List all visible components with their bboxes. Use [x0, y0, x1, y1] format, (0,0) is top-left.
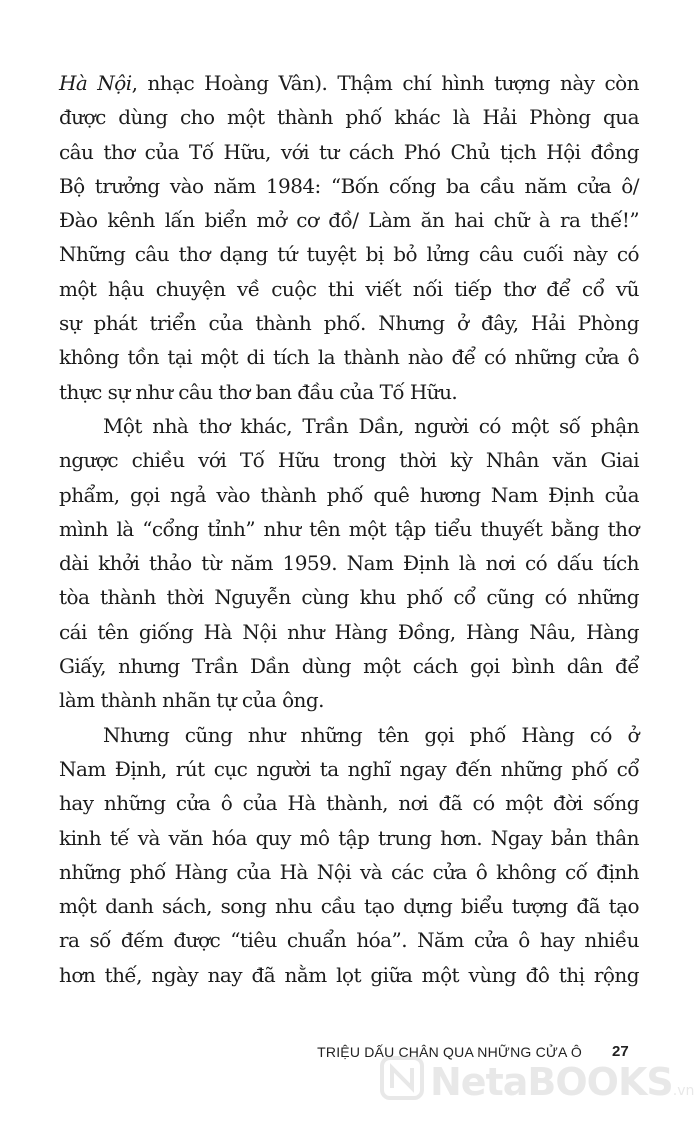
text-run: tòa thành thời Nguyễn cùng khu phố cổ cũng có những: [59, 585, 639, 610]
text-run: phẩm, gọi ngả vào thành phố quê hương Nam Định của: [59, 482, 639, 507]
text-run: làm thành nhãn tự của ông.: [59, 688, 324, 713]
text-line: [59, 718, 639, 752]
text-run: câu thơ của Tố Hữu, với tư cách Phó Chủ tịch Hội đồng: [59, 139, 639, 164]
text-run: cái tên giống Hà Nội như Hàng Đồng, Hàng Nâu, Hàng: [59, 619, 639, 644]
paragraph: [59, 66, 639, 409]
running-head: TRIỆU DẤU CHÂN QUA NHỮNG CỬA Ô: [317, 1044, 582, 1060]
text-run: thực sự như câu thơ ban đầu của Tố Hữu.: [59, 379, 458, 404]
body-text: [59, 66, 639, 992]
text-line: [59, 512, 639, 546]
text-line: [59, 786, 639, 820]
text-line: [59, 958, 639, 992]
text-run: ra số đếm được “tiêu chuẩn hóa”. Năm cửa ô hay nhiều: [59, 928, 639, 953]
text-line: [59, 546, 639, 580]
text-line: [59, 649, 639, 683]
text-line: [59, 752, 639, 786]
text-line: [59, 375, 639, 409]
text-line: [59, 66, 639, 100]
italic-text: Hà Nội: [59, 71, 132, 95]
text-line: [59, 821, 639, 855]
text-run: Nam Định, rút cục người ta nghĩ ngay đến những phố cổ: [59, 756, 639, 781]
page-footer: [0, 1040, 700, 1070]
text-run: dài khởi thảo từ năm 1959. Nam Định là nơi có dấu tích: [59, 551, 639, 576]
text-line: [59, 478, 639, 512]
text-line: [59, 615, 639, 649]
text-line: [59, 580, 639, 614]
text-line: [59, 923, 639, 957]
text-run: được dùng cho một thành phố khác là Hải Phòng qua: [59, 105, 639, 130]
text-run: Những câu thơ dạng tứ tuyệt bị bỏ lửng câu cuối này có: [59, 242, 639, 267]
text-run: những phố Hàng của Hà Nội và các cửa ô không cố định: [59, 859, 639, 884]
watermark-text: NetaBOOKS.vn: [430, 1060, 695, 1104]
text-run: một hậu chuyện về cuộc thi viết nối tiếp thơ để cổ vũ: [59, 276, 639, 301]
text-run: không tồn tại một di tích la thành nào để có những cửa ô: [59, 345, 639, 370]
text-line: [59, 272, 639, 306]
paragraph: [59, 409, 639, 718]
text-line: [59, 237, 639, 271]
text-line: [59, 683, 639, 717]
text-run: sự phát triển của thành phố. Nhưng ở đây, Hải Phòng: [59, 311, 639, 336]
text-line: [59, 443, 639, 477]
text-run: hay những cửa ô của Hà thành, nơi đã có một đời sống: [59, 791, 639, 816]
text-run: hơn thế, ngày nay đã nằm lọt giữa một vùng đô thị rộng: [59, 962, 639, 987]
text-run: , nhạc Hoàng Vân). Thậm chí hình tượng này còn: [131, 71, 639, 95]
text-run: một danh sách, song nhu cầu tạo dựng biểu tượng đã tạo: [59, 894, 639, 919]
text-line: [59, 100, 639, 134]
text-run: Đào kênh lấn biển mở cơ đồ/ Làm ăn hai chữ à ra thế!”: [59, 208, 639, 233]
text-run: Giấy, nhưng Trần Dần dùng một cách gọi bình dân để: [59, 654, 639, 679]
text-line: [59, 855, 639, 889]
text-run: Bộ trưởng vào năm 1984: “Bốn cống ba cầu năm cửa ô/: [59, 173, 639, 198]
text-line: [59, 135, 639, 169]
text-run: mình là “cổng tỉnh” như tên một tập tiểu thuyết bằng thơ: [59, 516, 639, 541]
text-run: ngược chiều với Tố Hữu trong thời kỳ Nhân văn Giai: [59, 448, 639, 473]
text-run: kinh tế và văn hóa quy mô tập trung hơn. Ngay bản thân: [59, 825, 639, 850]
text-line: [59, 409, 639, 443]
text-line: [59, 340, 639, 374]
text-line: [59, 306, 639, 340]
page-number: 27: [612, 1043, 629, 1060]
text-line: [59, 889, 639, 923]
paragraph: [59, 718, 639, 992]
text-run: Nhưng cũng như những tên gọi phố Hàng có ở: [103, 722, 639, 747]
text-run: Một nhà thơ khác, Trần Dần, người có một số phận: [103, 413, 639, 438]
text-line: [59, 169, 639, 203]
text-line: [59, 203, 639, 237]
